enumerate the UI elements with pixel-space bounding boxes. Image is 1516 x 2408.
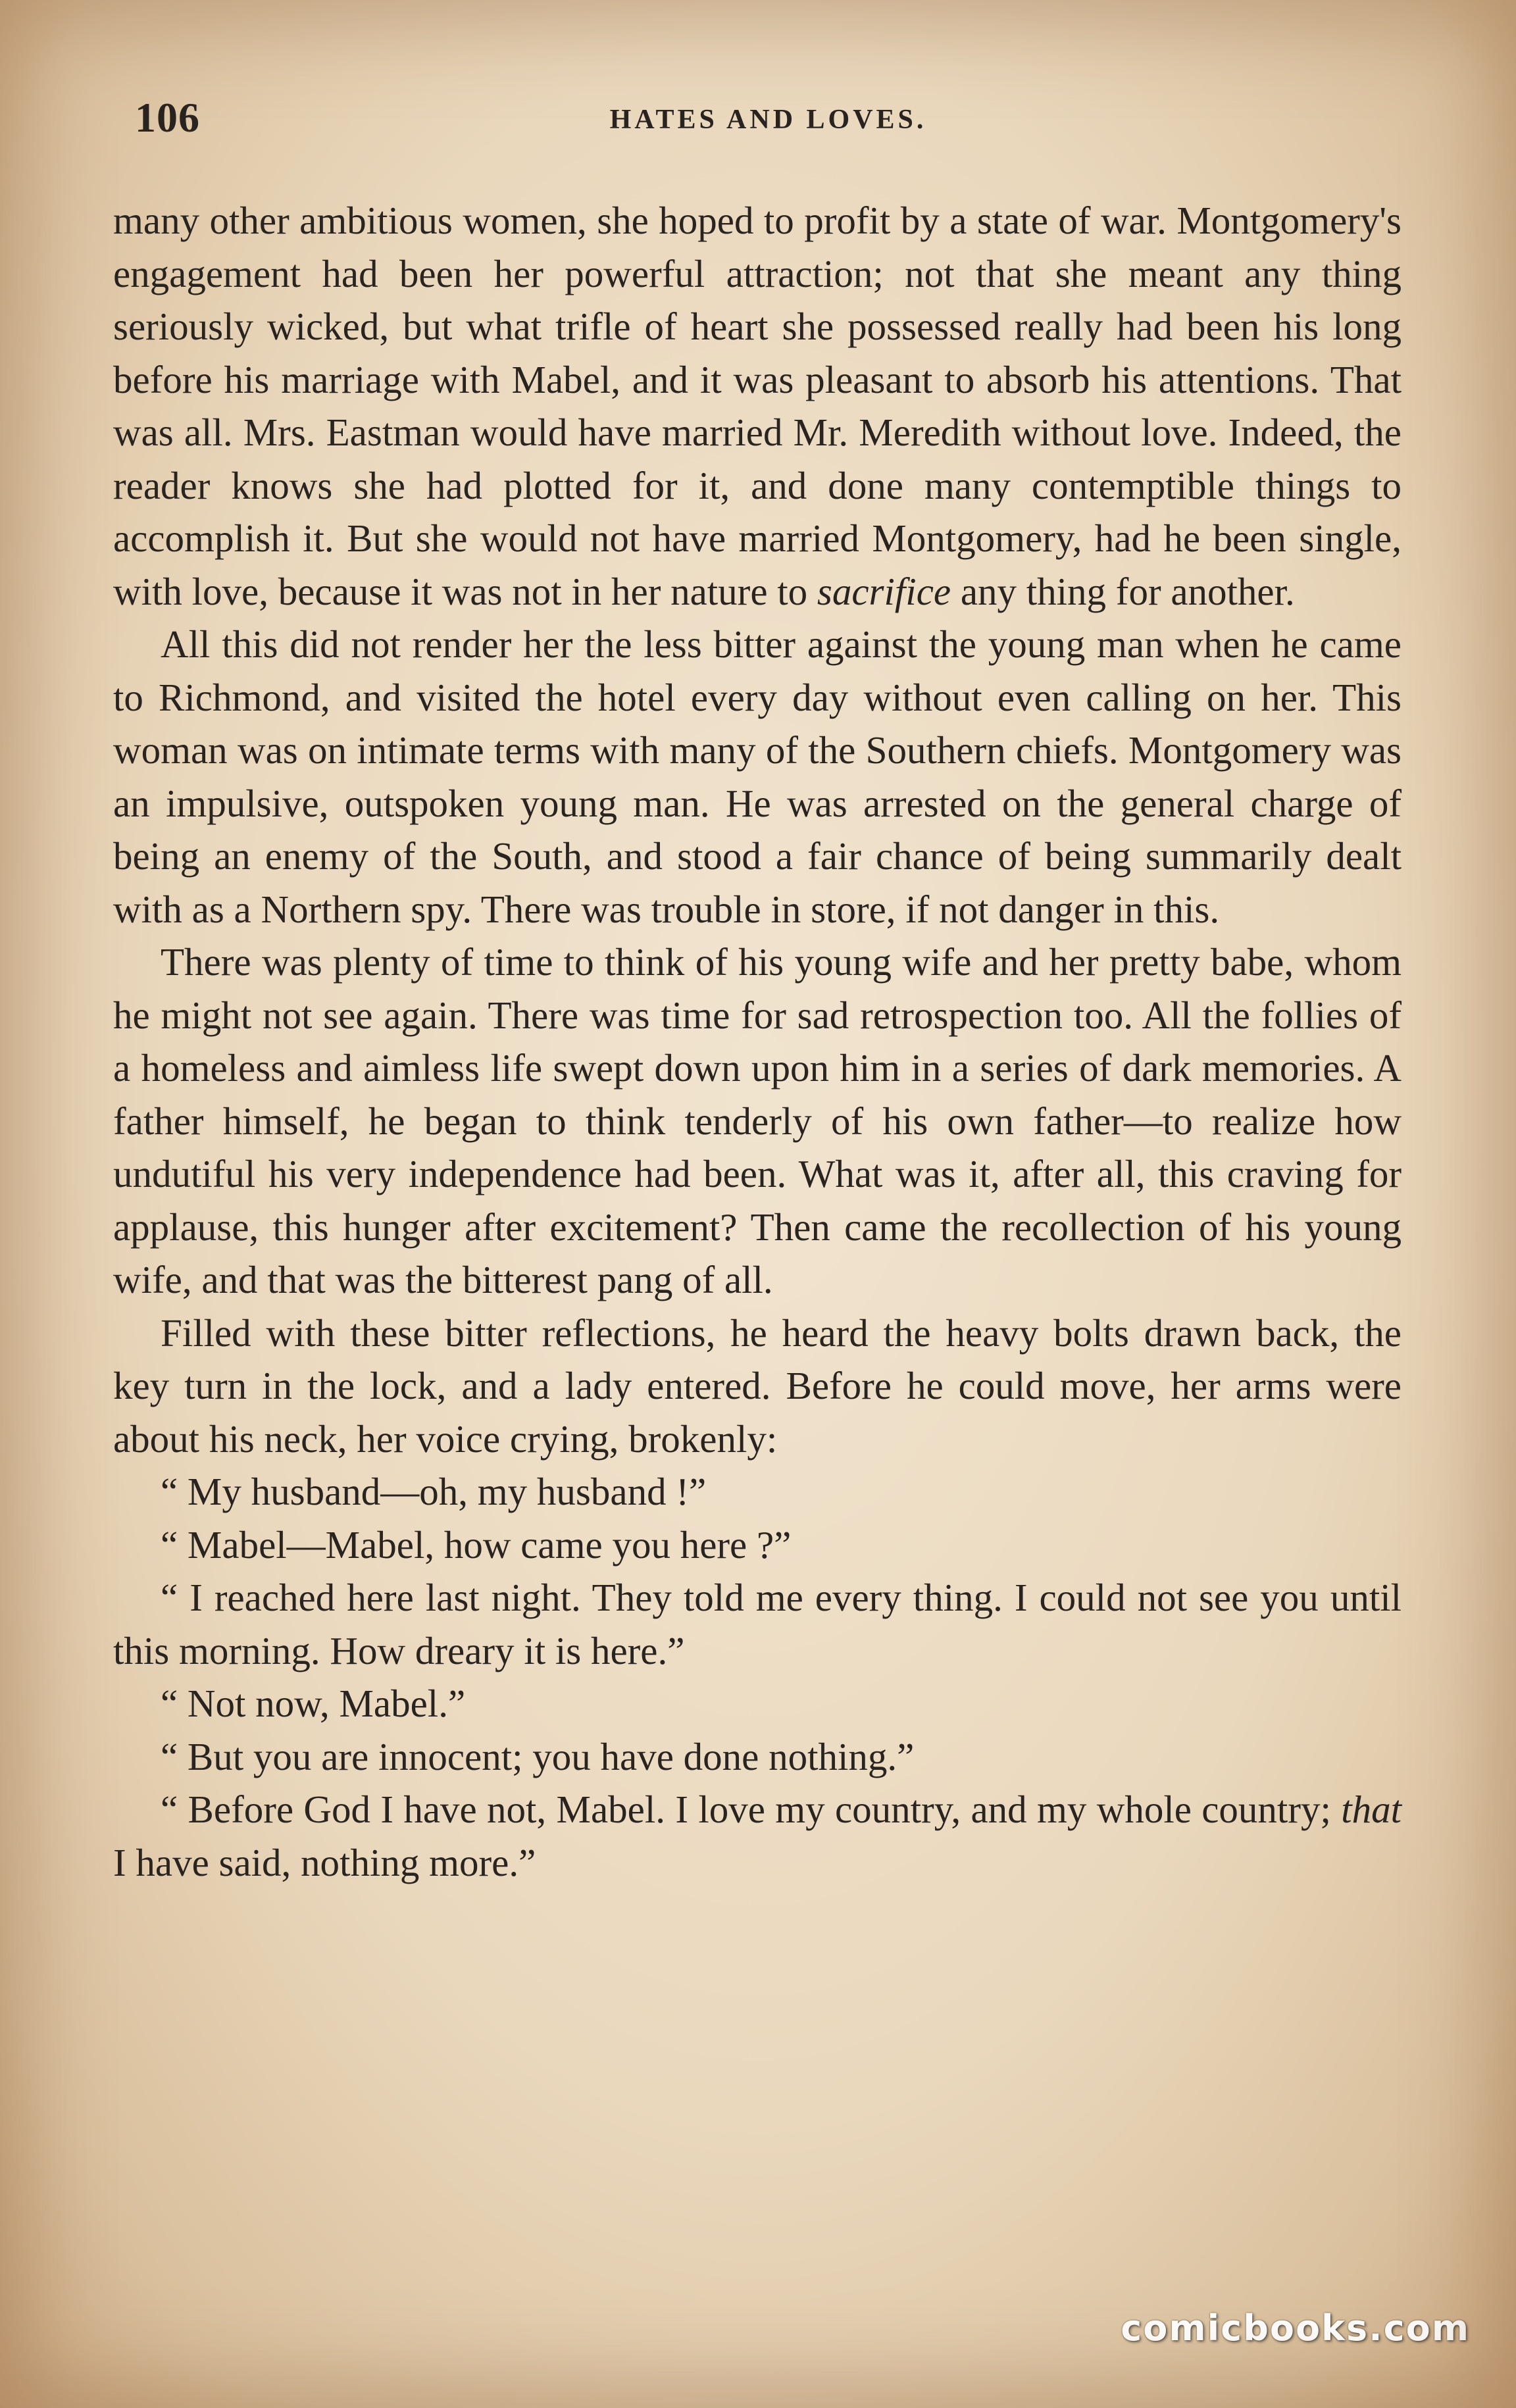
dialogue-line-5: “ But you are innocent; you have done nothing.” xyxy=(161,1734,915,1778)
watermark-logo: comicbooks.com xyxy=(1121,2307,1470,2349)
dialogue-line-2: “ Mabel—Mabel, how came you here ?” xyxy=(161,1522,792,1567)
running-head: HATES AND LOVES. xyxy=(609,105,927,135)
emphasis-that: that xyxy=(1341,1788,1402,1831)
dialogue-line-6: “ Before God I have not, Mabel. I love my country, and my whole country; that I have said, nothing more.” xyxy=(113,1788,1402,1884)
dialogue-line-1: “ My husband—oh, my husband !” xyxy=(161,1470,707,1513)
paragraph-3: There was plenty of time to think of his young wife and her pretty babe, whom he might not see again. There was time for sad retrospection too. All the follies of a homeless and aimless life swept down upon him in a series of dark memories. A father himself, he began to think tenderly of his own father—to realize how undutiful his very independence had been. What was it, after all, this craving for applause, this hunger after excitement? Then came the recollection of his young wife, and that was the bitterest pang of all. xyxy=(113,940,1402,1301)
paragraph-1: many other ambitious women, she hoped to profit by a state of war. Montgomery's engagement had been her powerful attraction; not that she meant any thing seriously wicked, but what trifle of heart she possessed really had been his long before his marriage with Mabel, and it was pleasant to absorb his attentions. That was all. Mrs. Eastman would have married Mr. Meredith without love. Indeed, the reader knows she had plotted for it, and done many contemptible things to accomplish it. But she would not have married Montgomery, had he been single, with love, because it was not in her nature to sacrifice any thing for another. xyxy=(113,199,1402,613)
dialogue-line-3: “ I reached here last night. They told me every thing. I could not see you until this morning. How dreary it is here.” xyxy=(113,1576,1402,1672)
body-text xyxy=(113,194,1402,1889)
emphasis-sacrifice: sacrifice xyxy=(817,569,951,613)
dialogue-line-4: “ Not now, Mabel.” xyxy=(161,1682,466,1725)
page-number: 106 xyxy=(135,94,200,141)
paragraph-2: All this did not render her the less bitter against the young man when he came to Richmond, and visited the hotel every day without even calling on her. This woman was on intimate terms with many of the Southern chiefs. Montgomery was an impulsive, outspoken young man. He was arrested on the general charge of being an enemy of the South, and stood a fair chance of being summarily dealt with as a Northern spy. There was trouble in store, if not danger in this. xyxy=(113,622,1402,931)
paragraph-4: Filled with these bitter reflections, he heard the heavy bolts drawn back, the key turn in the lock, and a lady entered. Before he could move, her arms were about his neck, her voice crying, brokenly: xyxy=(113,1311,1402,1461)
page-header xyxy=(135,93,1402,146)
